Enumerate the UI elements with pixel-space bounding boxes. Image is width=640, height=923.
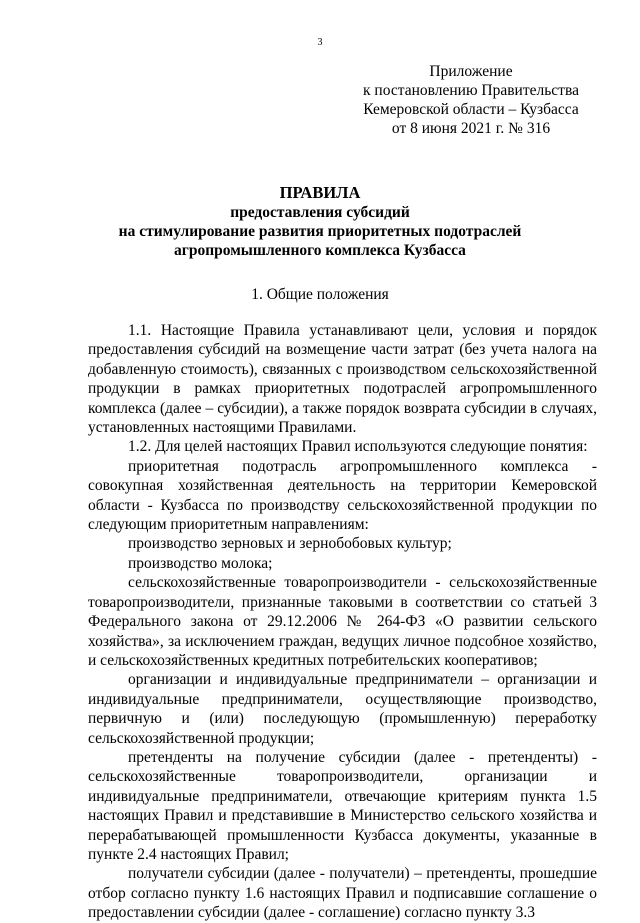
appendix-line: от 8 июня 2021 г. № 316 [391, 120, 551, 137]
appendix-line: Приложение [429, 63, 513, 80]
section-heading: 1. Общие положения [251, 286, 389, 303]
paragraph: организации и индивидуальные предприниматели – организации и индивидуальные предприниматели, осуществляющие производство, первичную и (или) последующую (промышленную) переработку сельскохозяйственной продукции; [88, 671, 597, 747]
appendix-block [355, 62, 587, 138]
paragraph: претенденты на получение субсидии (далее - претенденты) - сельскохозяйственные товаропроизводители, организации и индивидуальные предприниматели, отвечающие критериям пункта 1.5 настоящих Правил и представившие в Министерство сельского хозяйства и перерабатывающей промышленности Кузбасса документы, указанные в пункте 2.4 настоящих Правил; [88, 748, 597, 863]
paragraph: получатели субсидии (далее - получатели) – претенденты, прошедшие отбор согласно пункту 1.6 настоящих Правил и подписавшие соглашение о предоставлении субсидии (далее - соглашение) согласно пункту 3.3 [88, 865, 597, 922]
appendix-line: Кемеровской области – Кузбасса [363, 101, 579, 118]
title-line: предоставления субсидий [230, 204, 410, 221]
paragraph: сельскохозяйственные товаропроизводители - сельскохозяйственные товаропроизводители, признанные таковыми в соответствии со статьей 3 Федерального закона от 29.12.2006 № 264-ФЗ «О развитии сельского хозяйства», за исключением граждан, ведущих личное подсобное хозяйство, и сельскохозяйственных кредитных потребительских кооперативов; [88, 574, 597, 669]
title-main: ПРАВИЛА [279, 183, 361, 202]
paragraph: 1.2. Для целей настоящих Правил используются следующие понятия: [128, 438, 588, 456]
paragraph: 1.1. Настоящие Правила устанавливают цели, условия и порядок предоставления субсидий на возмещение части затрат (без учета налога на добавленную стоимость), связанных с производством сельскохозяйственной продукции в рамках приоритетных подотраслей агропромышленного комплекса (далее – субсидии), а также порядок возврата субсидии в случаях, установленных настоящими Правилами. [88, 322, 597, 437]
paragraph: приоритетная подотрасль агропромышленного комплекса - совокупная хозяйственная деятельность на территории Кемеровской области - Кузбасса по производству сельскохозяйственной продукции по следующим приоритетным направлениям: [88, 457, 597, 534]
paragraph: производство молока; [128, 554, 273, 572]
document-title [0, 183, 640, 260]
paragraph: производство зерновых и зернобобовых культур; [128, 535, 452, 553]
title-line: на стимулирование развития приоритетных подотраслей [118, 223, 522, 240]
page-number: 3 [317, 37, 323, 48]
appendix-line: к постановлению Правительства [363, 82, 579, 99]
body-text [88, 321, 597, 923]
title-line: агропромышленного комплекса Кузбасса [174, 242, 466, 259]
